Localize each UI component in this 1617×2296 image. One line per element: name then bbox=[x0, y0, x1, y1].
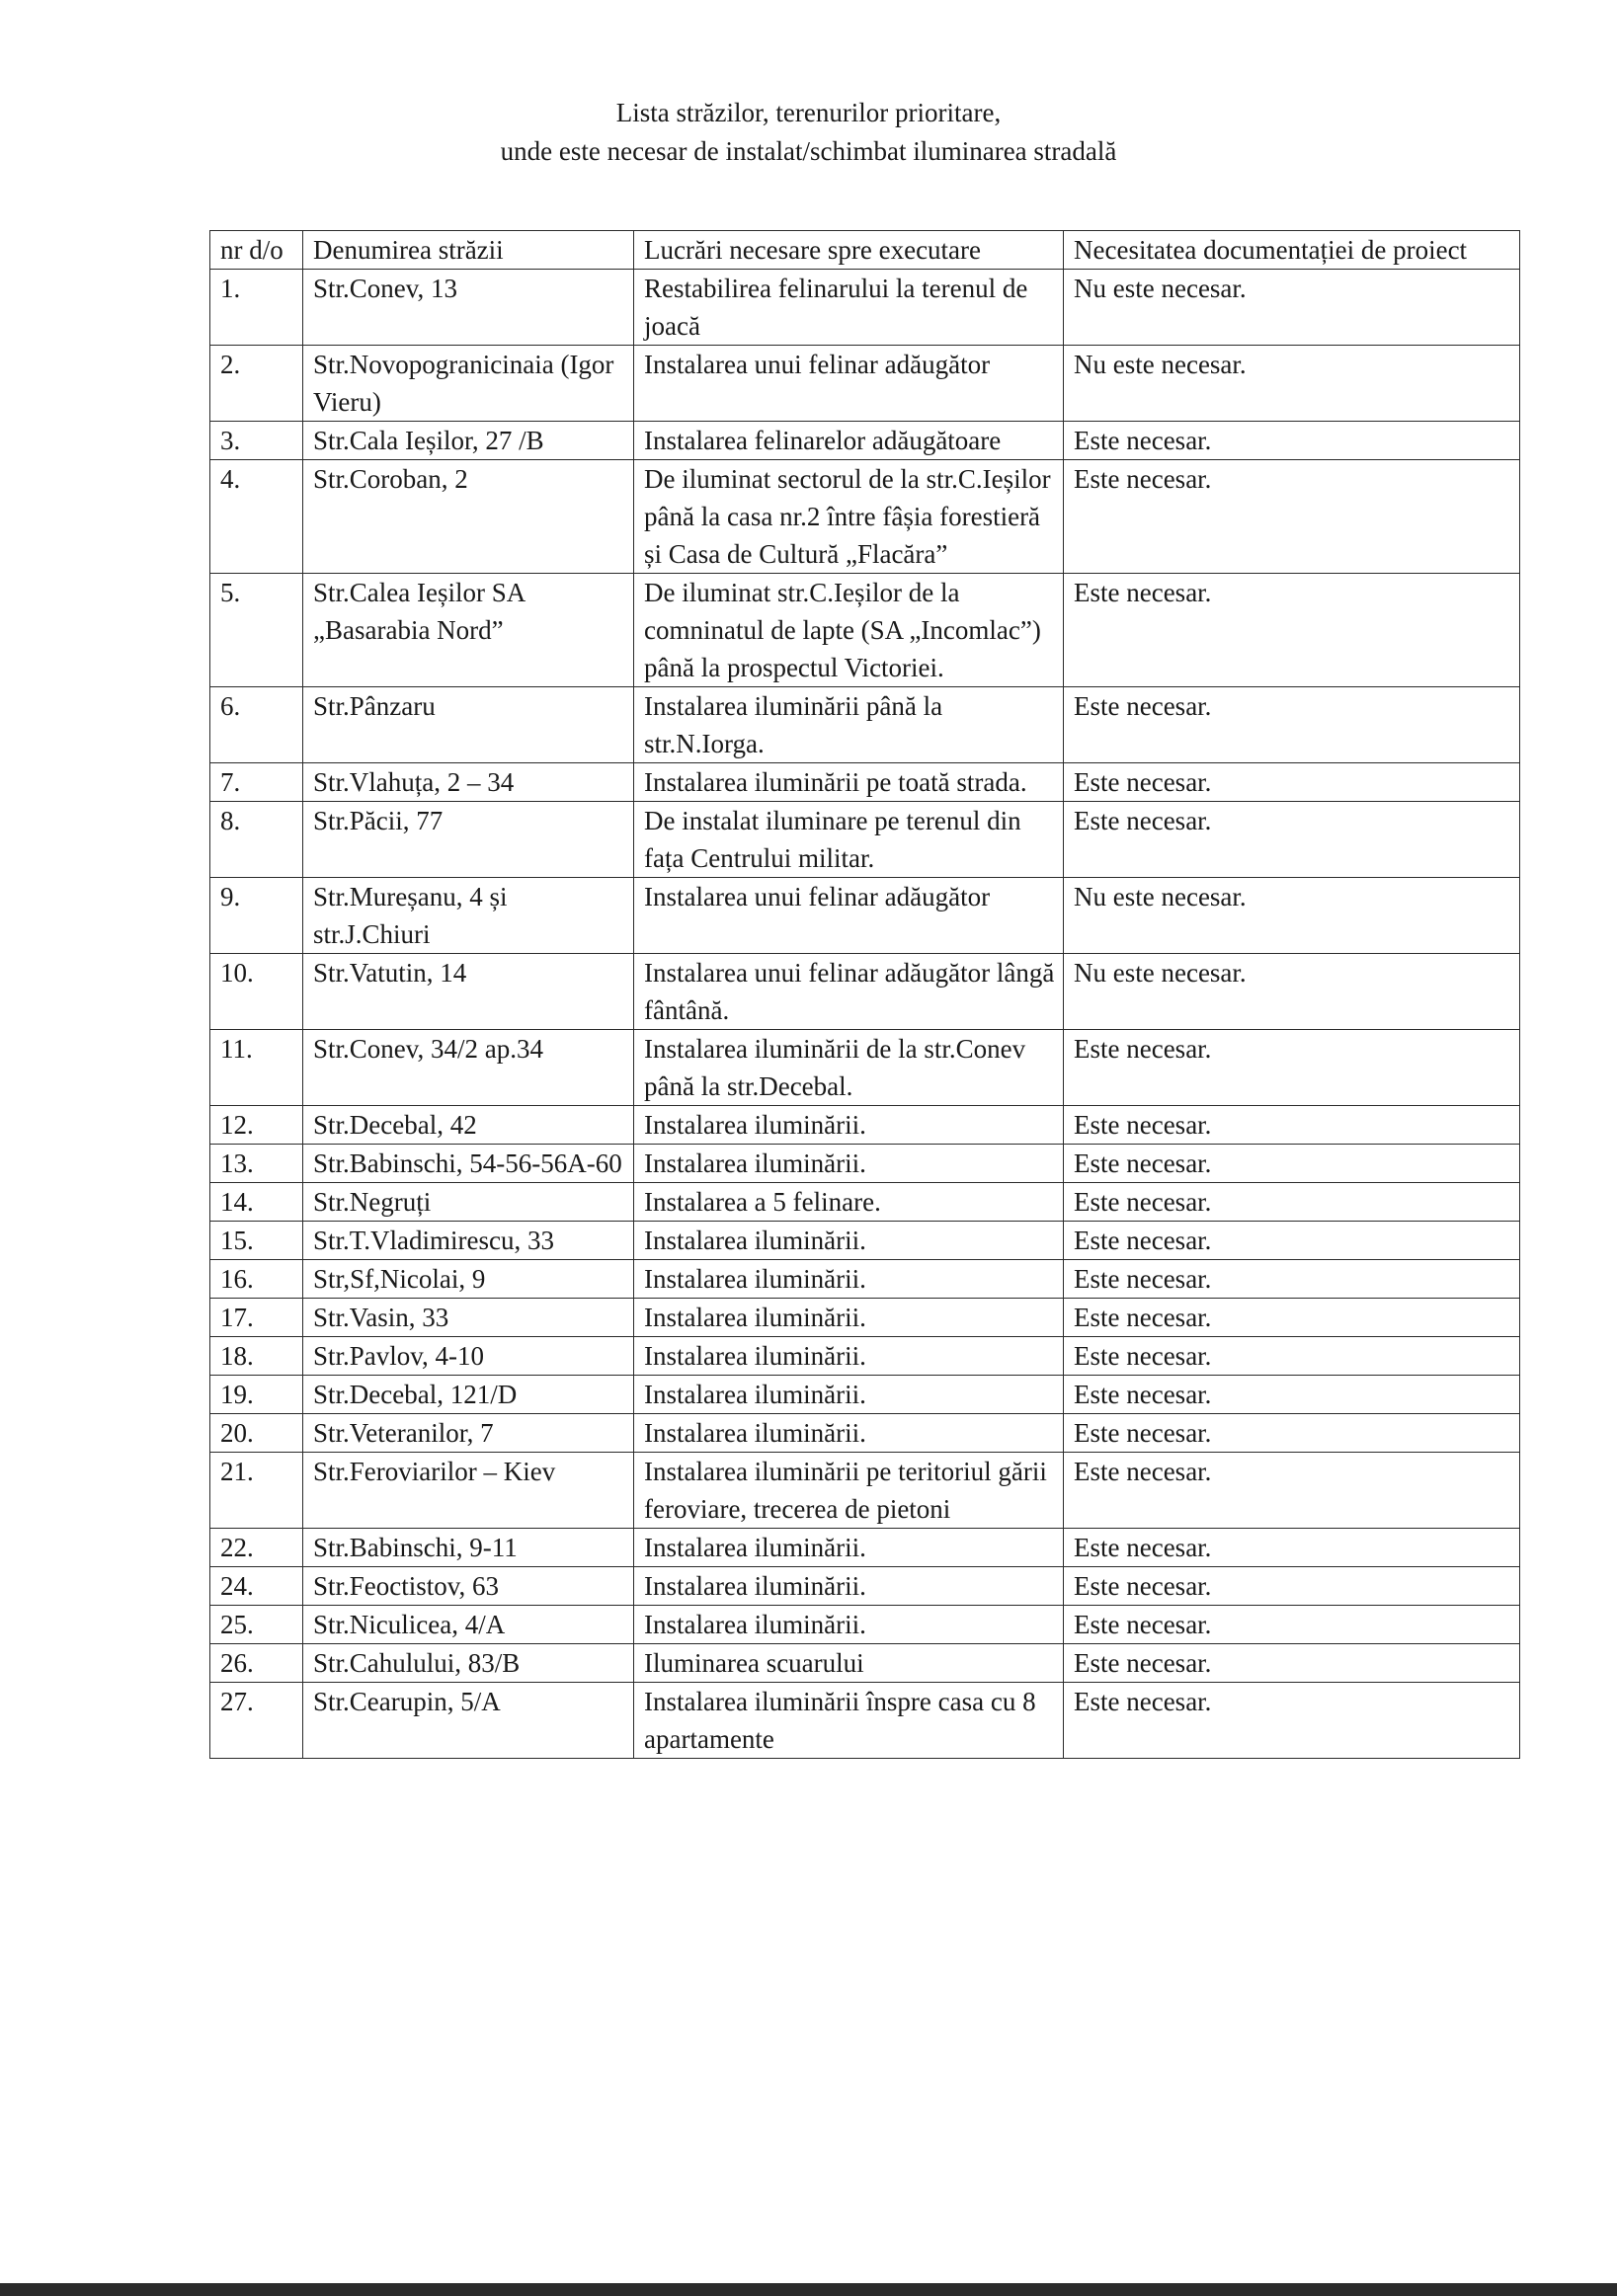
row-number-cell: 12. bbox=[210, 1106, 303, 1145]
table-row bbox=[210, 1260, 1520, 1299]
scan-edge-bar bbox=[0, 2283, 1617, 2296]
street-name-cell: Str.Cahulului, 83/B bbox=[303, 1644, 634, 1683]
row-number-cell: 11. bbox=[210, 1030, 303, 1106]
title-line-1: Lista străzilor, terenurilor prioritare, bbox=[615, 98, 1002, 127]
documentation-cell: Este necesar. bbox=[1064, 1529, 1520, 1567]
row-number-cell: 14. bbox=[210, 1183, 303, 1222]
street-name-cell: Str.Cearupin, 5/A bbox=[303, 1683, 634, 1759]
documentation-cell: Nu este necesar. bbox=[1064, 878, 1520, 954]
row-number-cell: 18. bbox=[210, 1337, 303, 1376]
work-description-cell: Instalarea iluminării pe teritoriul gării feroviare, trecerea de pietoni bbox=[634, 1453, 1064, 1529]
street-name-cell: Str.Feroviarilor – Kiev bbox=[303, 1453, 634, 1529]
table-row bbox=[210, 574, 1520, 687]
table-row bbox=[210, 1567, 1520, 1606]
row-number-cell: 24. bbox=[210, 1567, 303, 1606]
row-number-cell: 6. bbox=[210, 687, 303, 763]
table-row bbox=[210, 270, 1520, 346]
table-header-row bbox=[210, 231, 1520, 270]
work-description-cell: Instalarea iluminării. bbox=[634, 1376, 1064, 1414]
street-name-cell: Str.Cala Ieșilor, 27 /B bbox=[303, 422, 634, 460]
header-work: Lucrări necesare spre executare bbox=[634, 231, 1064, 270]
documentation-cell: Este necesar. bbox=[1064, 1030, 1520, 1106]
row-number-cell: 7. bbox=[210, 763, 303, 802]
documentation-cell: Este necesar. bbox=[1064, 1644, 1520, 1683]
documentation-cell: Este necesar. bbox=[1064, 763, 1520, 802]
table-row bbox=[210, 1453, 1520, 1529]
street-name-cell: Str.Novopogranicinaia (Igor Vieru) bbox=[303, 346, 634, 422]
street-name-cell: Str.Pavlov, 4-10 bbox=[303, 1337, 634, 1376]
row-number-cell: 4. bbox=[210, 460, 303, 574]
work-description-cell: Instalarea iluminării. bbox=[634, 1529, 1064, 1567]
work-description-cell: Restabilirea felinarului la terenul de joacă bbox=[634, 270, 1064, 346]
row-number-cell: 19. bbox=[210, 1376, 303, 1414]
row-number-cell: 9. bbox=[210, 878, 303, 954]
table-row bbox=[210, 1606, 1520, 1644]
documentation-cell: Este necesar. bbox=[1064, 1414, 1520, 1453]
row-number-cell: 20. bbox=[210, 1414, 303, 1453]
row-number-cell: 17. bbox=[210, 1299, 303, 1337]
table-row bbox=[210, 1145, 1520, 1183]
work-description-cell: De iluminat str.C.Ieșilor de la comninatul de lapte (SA „Incomlac”) până la prospectul Victoriei. bbox=[634, 574, 1064, 687]
street-name-cell: Str,Sf,Nicolai, 9 bbox=[303, 1260, 634, 1299]
table-row bbox=[210, 1106, 1520, 1145]
documentation-cell: Este necesar. bbox=[1064, 1453, 1520, 1529]
documentation-cell: Este necesar. bbox=[1064, 1145, 1520, 1183]
streets-table bbox=[209, 230, 1520, 1759]
work-description-cell: Instalarea iluminării. bbox=[634, 1414, 1064, 1453]
street-name-cell: Str.Babinschi, 54-56-56A-60 bbox=[303, 1145, 634, 1183]
header-street: Denumirea străzii bbox=[303, 231, 634, 270]
table-row bbox=[210, 460, 1520, 574]
documentation-cell: Este necesar. bbox=[1064, 1337, 1520, 1376]
documentation-cell: Este necesar. bbox=[1064, 1106, 1520, 1145]
street-name-cell: Str.Conev, 34/2 ap.34 bbox=[303, 1030, 634, 1106]
documentation-cell: Este necesar. bbox=[1064, 802, 1520, 878]
documentation-cell: Este necesar. bbox=[1064, 1222, 1520, 1260]
documentation-cell: Este necesar. bbox=[1064, 687, 1520, 763]
table-row bbox=[210, 1376, 1520, 1414]
table-row bbox=[210, 802, 1520, 878]
table-row bbox=[210, 687, 1520, 763]
row-number-cell: 15. bbox=[210, 1222, 303, 1260]
street-name-cell: Str.Păcii, 77 bbox=[303, 802, 634, 878]
row-number-cell: 26. bbox=[210, 1644, 303, 1683]
table-row bbox=[210, 1030, 1520, 1106]
row-number-cell: 3. bbox=[210, 422, 303, 460]
documentation-cell: Este necesar. bbox=[1064, 1299, 1520, 1337]
table-row bbox=[210, 1337, 1520, 1376]
street-name-cell: Str.Conev, 13 bbox=[303, 270, 634, 346]
header-doc: Necesitatea documentației de proiect bbox=[1064, 231, 1520, 270]
street-name-cell: Str.Decebal, 42 bbox=[303, 1106, 634, 1145]
street-name-cell: Str.Coroban, 2 bbox=[303, 460, 634, 574]
table-row bbox=[210, 954, 1520, 1030]
street-name-cell: Str.Vasin, 33 bbox=[303, 1299, 634, 1337]
work-description-cell: Instalarea iluminării până la str.N.Iorga. bbox=[634, 687, 1064, 763]
row-number-cell: 27. bbox=[210, 1683, 303, 1759]
work-description-cell: Instalarea iluminării. bbox=[634, 1606, 1064, 1644]
table-row bbox=[210, 422, 1520, 460]
work-description-cell: Instalarea iluminării de la str.Conev până la str.Decebal. bbox=[634, 1030, 1064, 1106]
table-row bbox=[210, 1299, 1520, 1337]
documentation-cell: Este necesar. bbox=[1064, 1683, 1520, 1759]
work-description-cell: Instalarea iluminării înspre casa cu 8 apartamente bbox=[634, 1683, 1064, 1759]
title-line-2: unde este necesar de instalat/schimbat iluminarea stradală bbox=[500, 136, 1117, 166]
work-description-cell: De iluminat sectorul de la str.C.Ieșilor până la casa nr.2 între fâșia forestieră și Casa de Cultură „Flacăra” bbox=[634, 460, 1064, 574]
row-number-cell: 16. bbox=[210, 1260, 303, 1299]
street-name-cell: Str.Niculicea, 4/A bbox=[303, 1606, 634, 1644]
street-name-cell: Str.Babinschi, 9-11 bbox=[303, 1529, 634, 1567]
documentation-cell: Este necesar. bbox=[1064, 460, 1520, 574]
row-number-cell: 2. bbox=[210, 346, 303, 422]
table-row bbox=[210, 1529, 1520, 1567]
street-name-cell: Str.Feoctistov, 63 bbox=[303, 1567, 634, 1606]
street-name-cell: Str.Decebal, 121/D bbox=[303, 1376, 634, 1414]
table-row bbox=[210, 346, 1520, 422]
document-title bbox=[0, 94, 1617, 171]
row-number-cell: 5. bbox=[210, 574, 303, 687]
work-description-cell: De instalat iluminare pe terenul din fața Centrului militar. bbox=[634, 802, 1064, 878]
documentation-cell: Este necesar. bbox=[1064, 1260, 1520, 1299]
row-number-cell: 10. bbox=[210, 954, 303, 1030]
documentation-cell: Este necesar. bbox=[1064, 1606, 1520, 1644]
work-description-cell: Instalarea iluminării pe toată strada. bbox=[634, 763, 1064, 802]
table-row bbox=[210, 1683, 1520, 1759]
work-description-cell: Instalarea felinarelor adăugătoare bbox=[634, 422, 1064, 460]
table-row bbox=[210, 763, 1520, 802]
work-description-cell: Instalarea iluminării. bbox=[634, 1145, 1064, 1183]
street-name-cell: Str.T.Vladimirescu, 33 bbox=[303, 1222, 634, 1260]
row-number-cell: 25. bbox=[210, 1606, 303, 1644]
work-description-cell: Instalarea unui felinar adăugător bbox=[634, 346, 1064, 422]
work-description-cell: Instalarea unui felinar adăugător bbox=[634, 878, 1064, 954]
work-description-cell: Instalarea a 5 felinare. bbox=[634, 1183, 1064, 1222]
street-name-cell: Str.Veteranilor, 7 bbox=[303, 1414, 634, 1453]
work-description-cell: Instalarea iluminării. bbox=[634, 1567, 1064, 1606]
documentation-cell: Este necesar. bbox=[1064, 1567, 1520, 1606]
table-row bbox=[210, 1183, 1520, 1222]
table-row bbox=[210, 1222, 1520, 1260]
documentation-cell: Este necesar. bbox=[1064, 574, 1520, 687]
row-number-cell: 1. bbox=[210, 270, 303, 346]
work-description-cell: Iluminarea scuarului bbox=[634, 1644, 1064, 1683]
street-name-cell: Str.Pânzaru bbox=[303, 687, 634, 763]
row-number-cell: 21. bbox=[210, 1453, 303, 1529]
header-nr: nr d/o bbox=[210, 231, 303, 270]
row-number-cell: 13. bbox=[210, 1145, 303, 1183]
documentation-cell: Este necesar. bbox=[1064, 1183, 1520, 1222]
street-name-cell: Str.Calea Ieșilor SA „Basarabia Nord” bbox=[303, 574, 634, 687]
street-name-cell: Str.Vlahuța, 2 – 34 bbox=[303, 763, 634, 802]
work-description-cell: Instalarea iluminării. bbox=[634, 1299, 1064, 1337]
work-description-cell: Instalarea iluminării. bbox=[634, 1106, 1064, 1145]
row-number-cell: 8. bbox=[210, 802, 303, 878]
work-description-cell: Instalarea iluminării. bbox=[634, 1337, 1064, 1376]
documentation-cell: Nu este necesar. bbox=[1064, 346, 1520, 422]
street-name-cell: Str.Mureșanu, 4 și str.J.Chiuri bbox=[303, 878, 634, 954]
documentation-cell: Nu este necesar. bbox=[1064, 270, 1520, 346]
table-row bbox=[210, 1414, 1520, 1453]
row-number-cell: 22. bbox=[210, 1529, 303, 1567]
work-description-cell: Instalarea iluminării. bbox=[634, 1222, 1064, 1260]
documentation-cell: Nu este necesar. bbox=[1064, 954, 1520, 1030]
table-row bbox=[210, 1644, 1520, 1683]
documentation-cell: Este necesar. bbox=[1064, 1376, 1520, 1414]
table-row bbox=[210, 878, 1520, 954]
documentation-cell: Este necesar. bbox=[1064, 422, 1520, 460]
work-description-cell: Instalarea iluminării. bbox=[634, 1260, 1064, 1299]
street-name-cell: Str.Vatutin, 14 bbox=[303, 954, 634, 1030]
work-description-cell: Instalarea unui felinar adăugător lângă fântână. bbox=[634, 954, 1064, 1030]
street-name-cell: Str.Negruți bbox=[303, 1183, 634, 1222]
